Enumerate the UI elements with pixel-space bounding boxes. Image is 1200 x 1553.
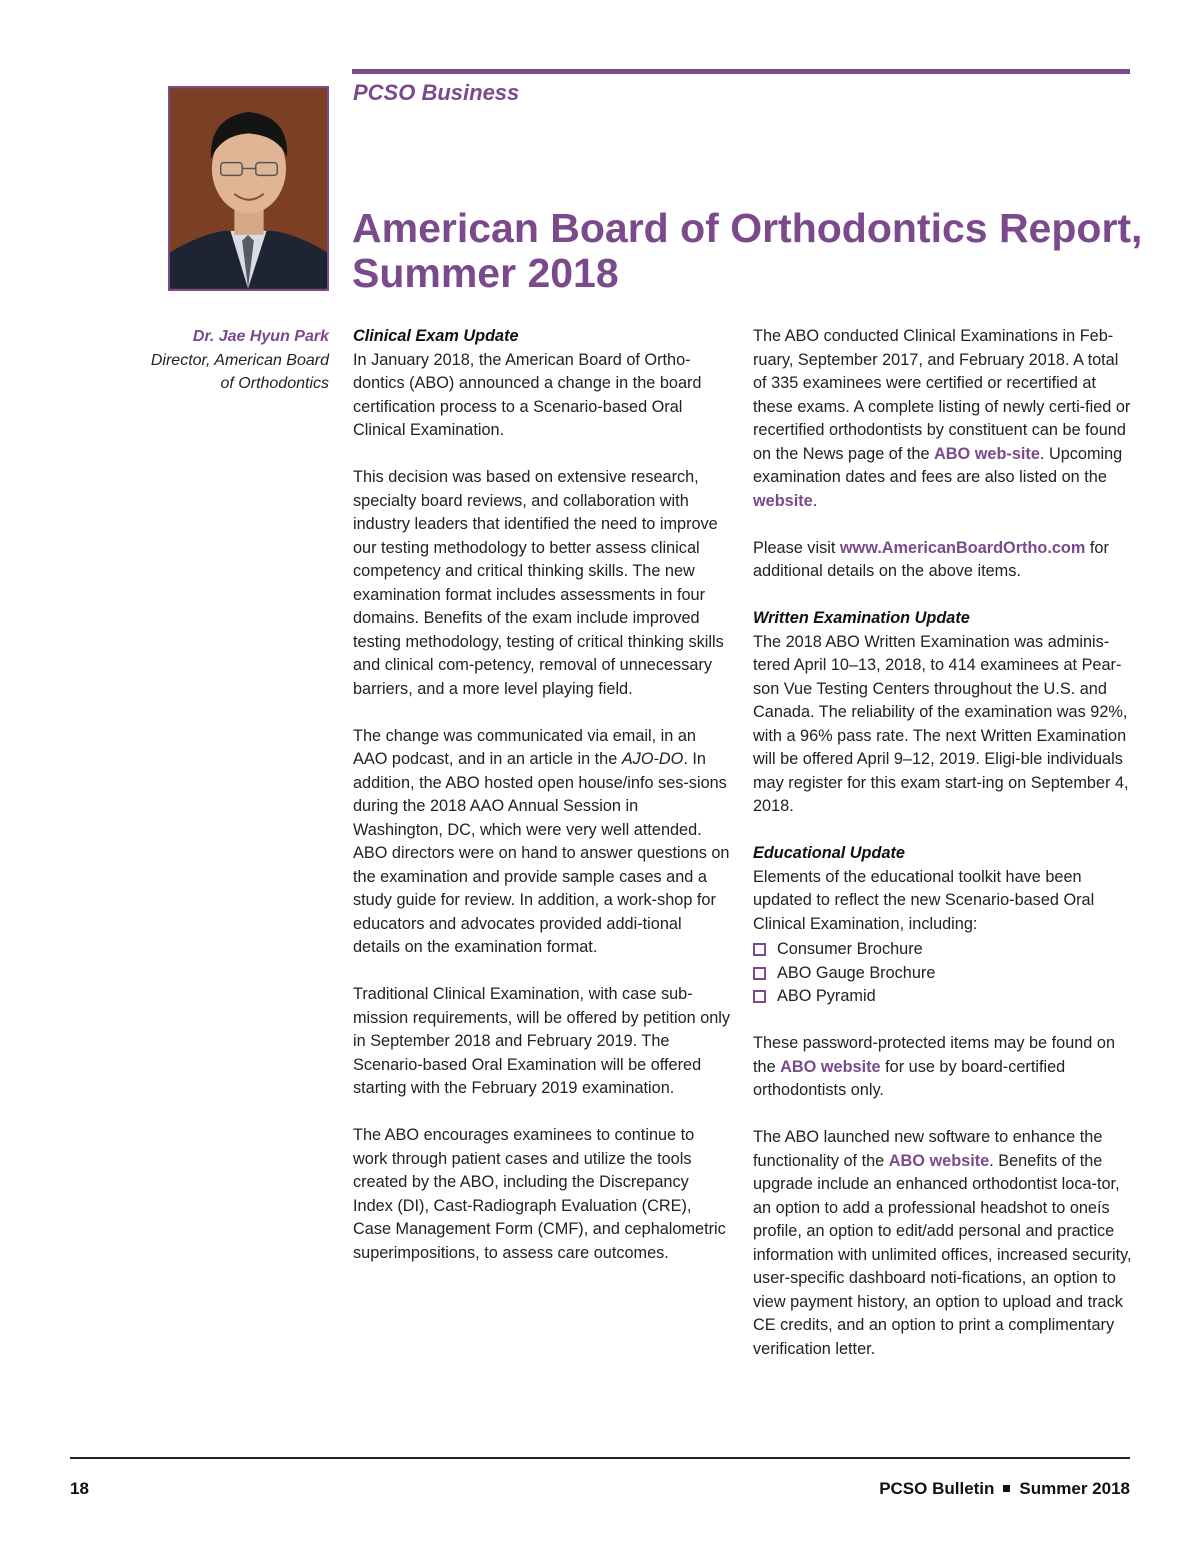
abo-url-link[interactable]: www.AmericanBoardOrtho.com [839, 538, 1086, 557]
text-span: . In addition, the ABO hosted open house/info ses-sions during the 2018 AAO Annual Session in Washington, DC, which were very well attended. ABO directors were on hand to answer questions on the examination and provide sample cases and a study guide for review. In addition, a work-shop for educators and advocates provided addi-tional details on the examination format. [353, 750, 730, 956]
abo-website-link[interactable]: ABO website [780, 1057, 881, 1076]
paragraph [353, 725, 731, 960]
footer-rule [70, 1457, 1130, 1459]
text-span: . Upcoming examination dates and fees are also listed on the [753, 444, 1123, 486]
text-span: . Benefits of the upgrade include an enhanced orthodontist loca-tor, an option to add a professional headshot to oneís profile, an option to edit/add personal and practice information with unlimited offices, increased security, user-specific dashboard noti-fications, an option to view payment history, an option to upload and track CE credits, and an option to print a complimentary verification letter. [753, 1151, 1132, 1358]
paragraph: The 2018 ABO Written Examination was adminis-tered April 10–13, 2018, to 414 examinees at Pear-son Vue Testing Centers throughout the U.S. and Canada. The reliability of the examination was 92%, with a 96% pass rate. The next Written Examination will be offered April 9–12, 2019. Eligi-ble individuals may register for this exam start-ing on September 4, 2018. [753, 632, 1129, 815]
article-title [352, 206, 1152, 296]
text-span: The ABO conducted Clinical Examinations in Feb-ruary, September 2017, and February 2018. A total of 335 examinees were certified or recertified at these exams. A complete listing of newly certi-fied or recertified orthodontists by constituent can be found on the News page of the [753, 327, 1131, 463]
journal-name: AJO-DO [621, 750, 684, 768]
text-span: The ABO launched new software to enhance the functionality of the [753, 1128, 1103, 1170]
page-number: 18 [70, 1479, 89, 1498]
checkbox-icon [753, 990, 766, 1003]
clinical-exam-heading: Clinical Exam Update [353, 327, 519, 345]
list-item-label: Consumer Brochure [777, 940, 923, 958]
right-column [753, 325, 1133, 1385]
checkbox-icon [753, 967, 766, 980]
author-byline [100, 325, 329, 396]
list-item-label: ABO Pyramid [777, 987, 876, 1005]
paragraph: In January 2018, the American Board of Ortho-dontics (ABO) announced a change in the board certification process to a Scenario-based Oral Clinical Examination. [353, 350, 702, 439]
paragraph [753, 325, 1133, 513]
list-item-label: ABO Gauge Brochure [777, 963, 936, 982]
publication-name: PCSO Bulletin [879, 1479, 995, 1498]
author-role-line-1: Director, American Board [150, 351, 329, 369]
paragraph [753, 1032, 1133, 1103]
written-exam-heading: Written Examination Update [753, 609, 970, 627]
square-bullet-icon [1003, 1485, 1010, 1492]
abo-website-link[interactable]: ABO website [888, 1151, 990, 1170]
author-photo [168, 86, 329, 291]
paragraph: This decision was based on extensive research, specialty board reviews, and collaboration with industry leaders that identified the need to improve our testing methodology to better assess clinical competency and critical thinking skills. The new examination format includes assessments in four domains. Benefits of the exam include improved testing methodology, testing of critical thinking skills and clinical com-petency, removal of unnecessary barriers, and a more level playing field. [353, 468, 724, 698]
list-item [753, 985, 1133, 1009]
paragraph: The ABO encourages examinees to continue to work through patient cases and utilize the tools created by the ABO, including the Discrepancy Index (DI), Cast-Radiograph Evaluation (CRE), Case Management Form (CMF), and cephalometric superimpositions, to assess care outcomes. [353, 1126, 726, 1262]
title-line-2: Summer 2018 [352, 250, 619, 296]
paragraph: Traditional Clinical Examination, with case sub-mission requirements, will be offered by petition only in September 2018 and February 2019. The Scenario-based Oral Examination will be offered starting with the February 2019 examination. [353, 985, 731, 1097]
list-item [753, 962, 1133, 986]
title-line-1: American Board of Orthodontics Report, [352, 205, 1143, 251]
text-span: The change was communicated via email, in an AAO podcast, and in an article in the [353, 726, 696, 768]
author-role-line-2: of Orthodontics [220, 375, 329, 392]
paragraph [753, 1126, 1133, 1361]
paragraph [753, 537, 1133, 584]
left-column [353, 325, 731, 1289]
list-item [753, 938, 1133, 962]
author-name: Dr. Jae Hyun Park [192, 328, 329, 345]
checkbox-icon [753, 943, 766, 956]
abo-website-link[interactable]: ABO web-site [934, 444, 1040, 463]
footer-publication [879, 1479, 1130, 1499]
text-span: Please visit [753, 538, 840, 557]
portrait-image [170, 88, 327, 289]
toolkit-list [753, 938, 1133, 1009]
issue-name: Summer 2018 [1019, 1479, 1130, 1498]
text-span: for use by board-certified orthodontists only. [753, 1057, 1066, 1099]
educational-heading: Educational Update [753, 844, 905, 862]
website-link[interactable]: website [753, 491, 813, 510]
text-span: . [812, 491, 818, 510]
paragraph: Elements of the educational toolkit have been updated to reflect the new Scenario-based Oral Clinical Examination, including: [753, 867, 1095, 933]
text-span: for additional details on the above items. [753, 538, 1109, 580]
header-rule [352, 69, 1130, 74]
text-span: These password-protected items may be found on the [753, 1034, 1115, 1076]
section-label: PCSO Business [353, 80, 520, 105]
